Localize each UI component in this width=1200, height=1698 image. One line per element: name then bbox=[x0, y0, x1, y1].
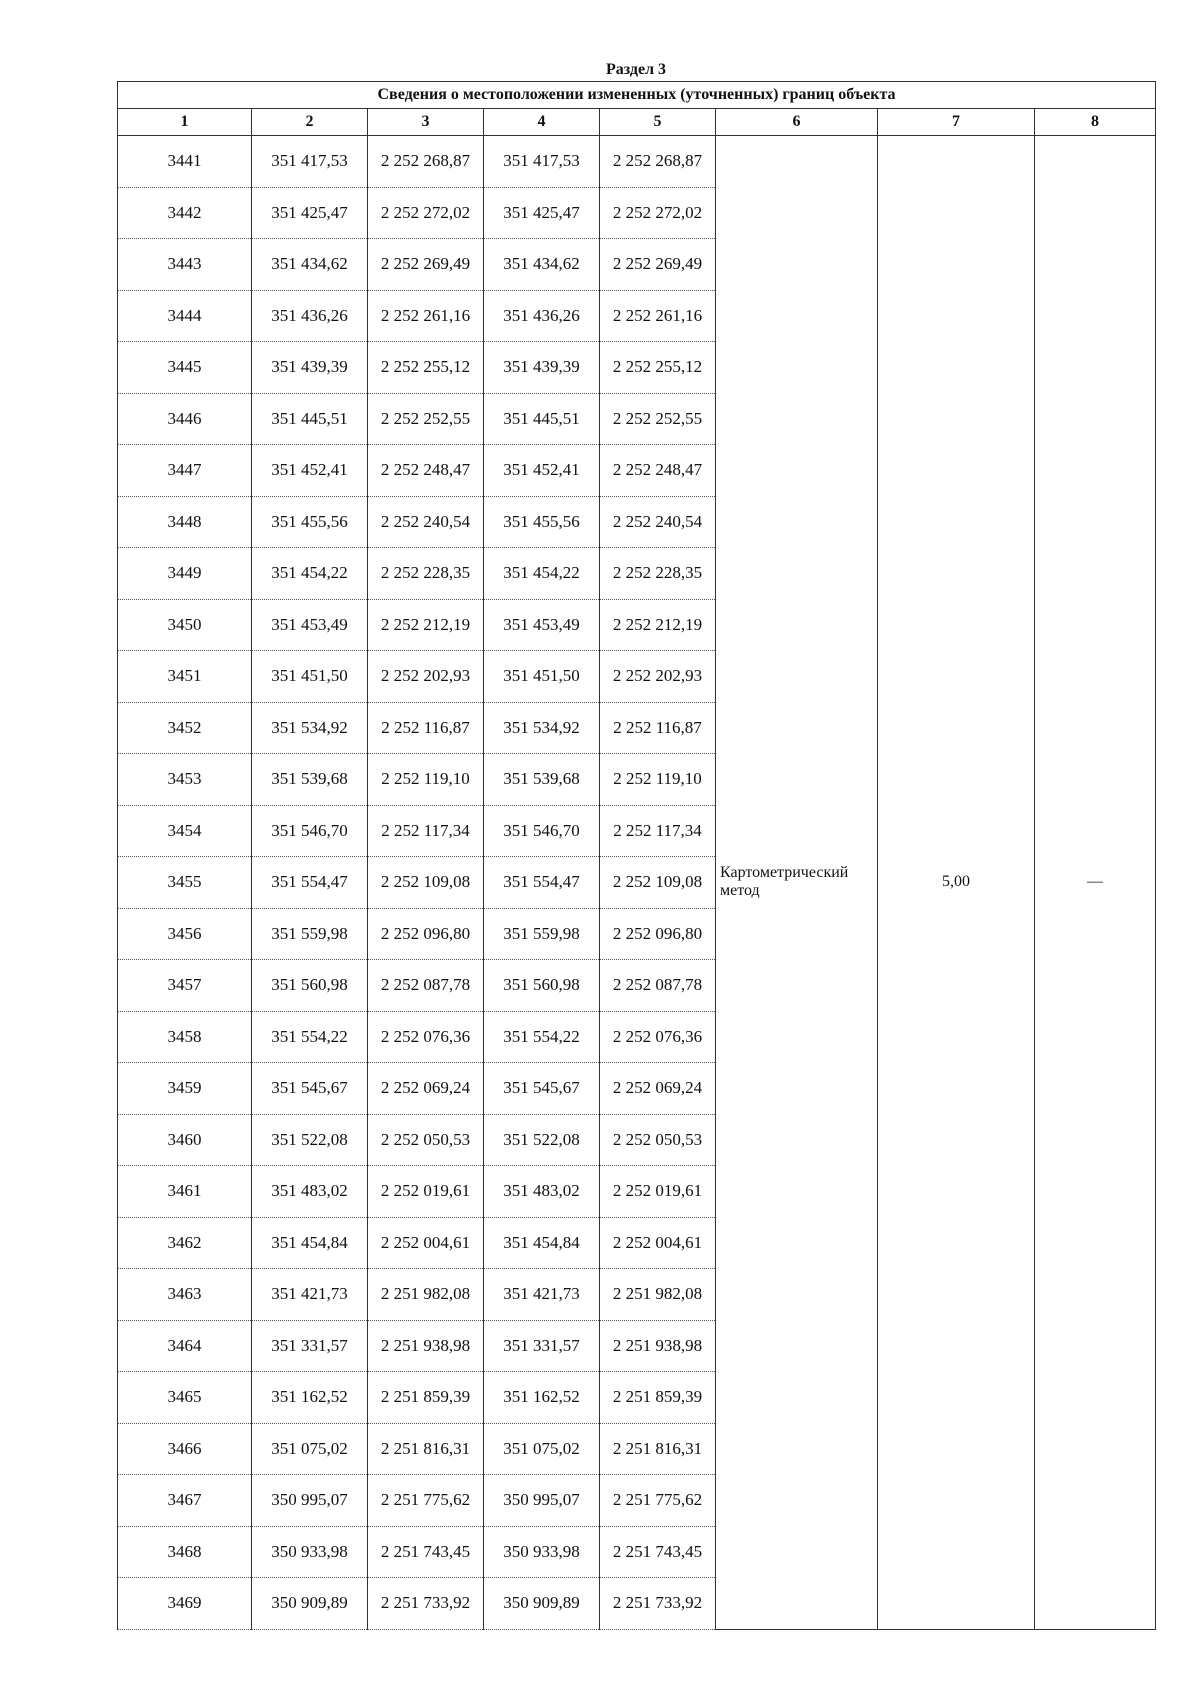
coordinate-cell: 2 252 228,35 bbox=[600, 548, 716, 600]
coordinate-cell: 351 425,47 bbox=[484, 187, 600, 239]
coordinate-cell: 350 995,07 bbox=[484, 1475, 600, 1527]
point-number-cell: 3462 bbox=[118, 1217, 252, 1269]
table-caption: Сведения о местоположении измененных (уточненных) границ объекта bbox=[118, 82, 1156, 109]
coordinate-cell: 2 251 733,92 bbox=[368, 1578, 484, 1630]
coordinate-cell: 2 252 050,53 bbox=[600, 1114, 716, 1166]
coordinate-cell: 2 252 255,12 bbox=[600, 342, 716, 394]
point-number-cell: 3441 bbox=[118, 136, 252, 188]
point-number-cell: 3465 bbox=[118, 1372, 252, 1424]
point-number-cell: 3453 bbox=[118, 754, 252, 806]
point-number-cell: 3446 bbox=[118, 393, 252, 445]
coordinate-cell: 2 252 255,12 bbox=[368, 342, 484, 394]
point-number-cell: 3454 bbox=[118, 805, 252, 857]
coordinate-cell: 351 439,39 bbox=[252, 342, 368, 394]
point-number-cell: 3455 bbox=[118, 857, 252, 909]
point-number-cell: 3466 bbox=[118, 1423, 252, 1475]
coordinate-cell: 2 251 775,62 bbox=[600, 1475, 716, 1527]
point-number-cell: 3451 bbox=[118, 651, 252, 703]
coordinate-cell: 2 252 119,10 bbox=[600, 754, 716, 806]
coordinate-cell: 2 251 938,98 bbox=[600, 1320, 716, 1372]
point-number-cell: 3463 bbox=[118, 1269, 252, 1321]
point-number-cell: 3444 bbox=[118, 290, 252, 342]
coordinate-cell: 351 421,73 bbox=[252, 1269, 368, 1321]
coordinate-cell: 2 251 859,39 bbox=[368, 1372, 484, 1424]
coordinate-cell: 351 539,68 bbox=[252, 754, 368, 806]
point-number-cell: 3449 bbox=[118, 548, 252, 600]
point-number-cell: 3447 bbox=[118, 445, 252, 497]
coordinate-cell: 2 252 004,61 bbox=[600, 1217, 716, 1269]
coordinate-cell: 351 559,98 bbox=[252, 908, 368, 960]
coordinate-cell: 2 252 004,61 bbox=[368, 1217, 484, 1269]
coordinate-cell: 351 434,62 bbox=[484, 239, 600, 291]
coordinate-cell: 2 252 202,93 bbox=[368, 651, 484, 703]
coordinate-cell: 351 546,70 bbox=[484, 805, 600, 857]
coordinate-cell: 2 252 117,34 bbox=[600, 805, 716, 857]
coordinate-cell: 351 539,68 bbox=[484, 754, 600, 806]
table-row bbox=[118, 136, 1156, 188]
point-number-cell: 3448 bbox=[118, 496, 252, 548]
coordinate-cell: 2 252 269,49 bbox=[368, 239, 484, 291]
column-number-3: 3 bbox=[368, 109, 484, 136]
coordinate-cell: 2 251 733,92 bbox=[600, 1578, 716, 1630]
coordinate-cell: 351 162,52 bbox=[484, 1372, 600, 1424]
coordinate-cell: 351 546,70 bbox=[252, 805, 368, 857]
coordinate-cell: 351 439,39 bbox=[484, 342, 600, 394]
coordinate-cell: 2 252 272,02 bbox=[600, 187, 716, 239]
coordinate-cell: 2 252 050,53 bbox=[368, 1114, 484, 1166]
coordinate-cell: 350 933,98 bbox=[252, 1526, 368, 1578]
point-number-cell: 3461 bbox=[118, 1166, 252, 1218]
point-number-cell: 3459 bbox=[118, 1063, 252, 1115]
coordinate-cell: 2 252 261,16 bbox=[600, 290, 716, 342]
coordinate-cell: 351 451,50 bbox=[252, 651, 368, 703]
coordinate-cell: 2 252 202,93 bbox=[600, 651, 716, 703]
coordinate-cell: 2 252 096,80 bbox=[368, 908, 484, 960]
point-number-cell: 3469 bbox=[118, 1578, 252, 1630]
coordinate-cell: 351 453,49 bbox=[484, 599, 600, 651]
point-number-cell: 3467 bbox=[118, 1475, 252, 1527]
coordinate-cell: 351 075,02 bbox=[484, 1423, 600, 1475]
point-number-cell: 3443 bbox=[118, 239, 252, 291]
coordinate-cell: 351 554,22 bbox=[252, 1011, 368, 1063]
column-number-5: 5 bbox=[600, 109, 716, 136]
coordinate-cell: 351 445,51 bbox=[484, 393, 600, 445]
coordinate-cell: 2 252 116,87 bbox=[600, 702, 716, 754]
coordinate-cell: 351 545,67 bbox=[252, 1063, 368, 1115]
coordinate-cell: 350 995,07 bbox=[252, 1475, 368, 1527]
table-body bbox=[118, 136, 1156, 1630]
coordinate-cell: 2 252 269,49 bbox=[600, 239, 716, 291]
coordinate-cell: 350 909,89 bbox=[252, 1578, 368, 1630]
coordinate-cell: 351 455,56 bbox=[484, 496, 600, 548]
coordinate-cell: 2 252 252,55 bbox=[600, 393, 716, 445]
coordinate-cell: 351 417,53 bbox=[252, 136, 368, 188]
coordinate-cell: 351 534,92 bbox=[252, 702, 368, 754]
coordinate-cell: 2 252 261,16 bbox=[368, 290, 484, 342]
coordinate-cell: 2 252 212,19 bbox=[600, 599, 716, 651]
boundary-table bbox=[117, 81, 1156, 1630]
coordinate-cell: 2 252 019,61 bbox=[368, 1166, 484, 1218]
point-number-cell: 3452 bbox=[118, 702, 252, 754]
coordinate-cell: 2 252 076,36 bbox=[600, 1011, 716, 1063]
coordinate-cell: 351 331,57 bbox=[252, 1320, 368, 1372]
coordinate-cell: 2 252 248,47 bbox=[368, 445, 484, 497]
point-number-cell: 3460 bbox=[118, 1114, 252, 1166]
coordinate-cell: 2 252 272,02 bbox=[368, 187, 484, 239]
coordinate-cell: 351 560,98 bbox=[484, 960, 600, 1012]
coordinate-cell: 2 252 087,78 bbox=[600, 960, 716, 1012]
coordinate-cell: 351 522,08 bbox=[484, 1114, 600, 1166]
column-number-row bbox=[118, 109, 1156, 136]
coordinate-cell: 2 252 019,61 bbox=[600, 1166, 716, 1218]
coordinate-cell: 351 452,41 bbox=[484, 445, 600, 497]
column-number-7: 7 bbox=[878, 109, 1035, 136]
coordinate-cell: 2 252 268,87 bbox=[368, 136, 484, 188]
coordinate-cell: 2 251 743,45 bbox=[600, 1526, 716, 1578]
coordinate-cell: 351 453,49 bbox=[252, 599, 368, 651]
point-number-cell: 3457 bbox=[118, 960, 252, 1012]
coordinate-cell: 350 933,98 bbox=[484, 1526, 600, 1578]
point-number-cell: 3456 bbox=[118, 908, 252, 960]
coordinate-cell: 2 252 109,08 bbox=[600, 857, 716, 909]
coordinate-cell: 351 455,56 bbox=[252, 496, 368, 548]
coordinate-cell: 351 522,08 bbox=[252, 1114, 368, 1166]
coordinate-cell: 351 554,47 bbox=[484, 857, 600, 909]
coordinate-cell: 2 252 076,36 bbox=[368, 1011, 484, 1063]
coordinate-cell: 351 554,22 bbox=[484, 1011, 600, 1063]
coordinate-cell: 350 909,89 bbox=[484, 1578, 600, 1630]
column-number-2: 2 bbox=[252, 109, 368, 136]
coordinate-cell: 351 331,57 bbox=[484, 1320, 600, 1372]
coordinate-cell: 2 252 109,08 bbox=[368, 857, 484, 909]
coordinate-cell: 351 534,92 bbox=[484, 702, 600, 754]
coordinate-cell: 2 251 743,45 bbox=[368, 1526, 484, 1578]
coordinate-cell: 2 252 087,78 bbox=[368, 960, 484, 1012]
coordinate-cell: 351 425,47 bbox=[252, 187, 368, 239]
description-cell: — bbox=[1035, 136, 1156, 1630]
coordinate-cell: 351 075,02 bbox=[252, 1423, 368, 1475]
coordinate-cell: 2 252 212,19 bbox=[368, 599, 484, 651]
coordinate-cell: 351 162,52 bbox=[252, 1372, 368, 1424]
coordinate-cell: 351 554,47 bbox=[252, 857, 368, 909]
point-number-cell: 3468 bbox=[118, 1526, 252, 1578]
coordinate-cell: 351 454,22 bbox=[484, 548, 600, 600]
coordinate-cell: 351 436,26 bbox=[252, 290, 368, 342]
accuracy-cell: 5,00 bbox=[878, 136, 1035, 1630]
coordinate-cell: 351 451,50 bbox=[484, 651, 600, 703]
point-number-cell: 3450 bbox=[118, 599, 252, 651]
column-number-4: 4 bbox=[484, 109, 600, 136]
method-cell: Картометрический метод bbox=[716, 136, 878, 1630]
coordinate-cell: 351 483,02 bbox=[252, 1166, 368, 1218]
coordinate-cell: 2 252 240,54 bbox=[600, 496, 716, 548]
coordinate-cell: 351 421,73 bbox=[484, 1269, 600, 1321]
coordinate-cell: 2 252 268,87 bbox=[600, 136, 716, 188]
coordinate-cell: 351 559,98 bbox=[484, 908, 600, 960]
coordinate-cell: 2 252 228,35 bbox=[368, 548, 484, 600]
coordinate-cell: 351 436,26 bbox=[484, 290, 600, 342]
section-title: Раздел 3 bbox=[605, 61, 667, 78]
coordinate-cell: 2 251 938,98 bbox=[368, 1320, 484, 1372]
coordinate-cell: 351 545,67 bbox=[484, 1063, 600, 1115]
point-number-cell: 3458 bbox=[118, 1011, 252, 1063]
coordinate-cell: 2 251 982,08 bbox=[600, 1269, 716, 1321]
coordinate-cell: 2 252 119,10 bbox=[368, 754, 484, 806]
column-number-1: 1 bbox=[118, 109, 252, 136]
point-number-cell: 3442 bbox=[118, 187, 252, 239]
coordinate-cell: 351 445,51 bbox=[252, 393, 368, 445]
coordinate-cell: 2 252 069,24 bbox=[368, 1063, 484, 1115]
coordinate-cell: 351 483,02 bbox=[484, 1166, 600, 1218]
coordinate-cell: 2 252 069,24 bbox=[600, 1063, 716, 1115]
coordinate-cell: 2 252 252,55 bbox=[368, 393, 484, 445]
coordinate-cell: 2 252 117,34 bbox=[368, 805, 484, 857]
coordinate-cell: 2 251 816,31 bbox=[600, 1423, 716, 1475]
coordinate-cell: 2 251 982,08 bbox=[368, 1269, 484, 1321]
column-number-6: 6 bbox=[716, 109, 878, 136]
coordinate-cell: 2 251 775,62 bbox=[368, 1475, 484, 1527]
coordinate-cell: 2 251 816,31 bbox=[368, 1423, 484, 1475]
coordinate-cell: 2 252 096,80 bbox=[600, 908, 716, 960]
point-number-cell: 3464 bbox=[118, 1320, 252, 1372]
point-number-cell: 3445 bbox=[118, 342, 252, 394]
coordinate-cell: 2 252 240,54 bbox=[368, 496, 484, 548]
coordinate-cell: 351 560,98 bbox=[252, 960, 368, 1012]
coordinate-cell: 351 452,41 bbox=[252, 445, 368, 497]
coordinate-cell: 351 417,53 bbox=[484, 136, 600, 188]
coordinate-cell: 2 252 248,47 bbox=[600, 445, 716, 497]
coordinate-cell: 2 251 859,39 bbox=[600, 1372, 716, 1424]
coordinate-cell: 351 434,62 bbox=[252, 239, 368, 291]
coordinate-cell: 351 454,84 bbox=[484, 1217, 600, 1269]
column-number-8: 8 bbox=[1035, 109, 1156, 136]
coordinate-cell: 2 252 116,87 bbox=[368, 702, 484, 754]
coordinate-cell: 351 454,22 bbox=[252, 548, 368, 600]
coordinate-cell: 351 454,84 bbox=[252, 1217, 368, 1269]
